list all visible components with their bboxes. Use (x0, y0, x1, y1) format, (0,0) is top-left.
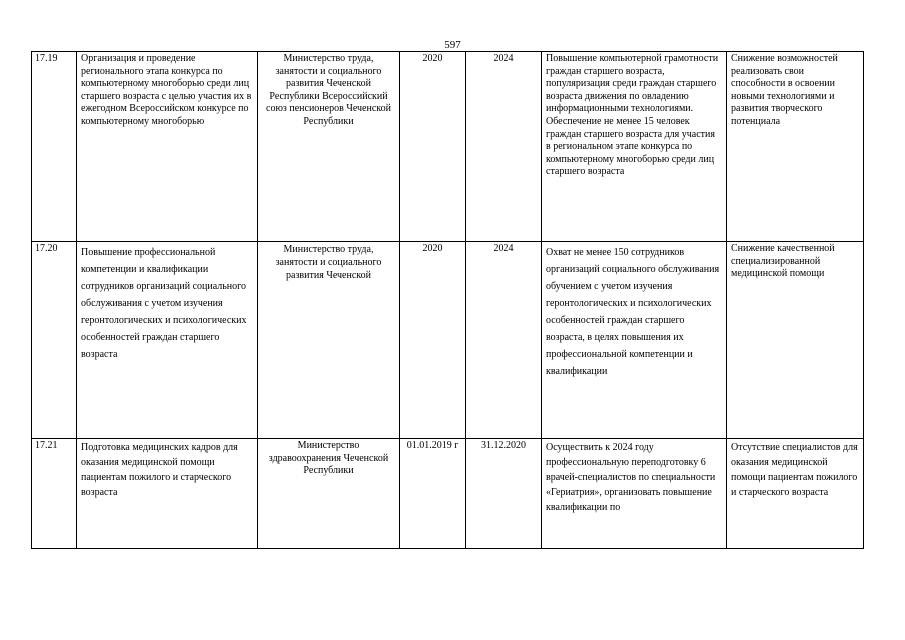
consequence-cell: Снижение качественной специализированной медицинской помощи (727, 242, 864, 439)
result-cell: Осуществить к 2024 году профессиональную переподготовку 6 врачей-специалистов по специальности «Гериатрия», организовать повышение квалификации по (542, 439, 727, 549)
start-date-cell: 01.01.2019 г (400, 439, 466, 549)
page-number: 597 (444, 39, 461, 51)
consequence-cell: Отсутствие специалистов для оказания медицинской помощи пациентам пожилого и старческого возраста (727, 439, 864, 549)
result-cell (542, 52, 727, 242)
end-date-cell: 31.12.2020 (466, 439, 542, 549)
row-number: 17.20 (32, 242, 77, 439)
result-cell: Охват не менее 150 сотрудников организаций социального обслуживания обучением с учетом изучения геронтологических и психологических особенностей граждан старшего возраста, в целях повышения их профессиональной компетенции и квалификации (542, 242, 727, 439)
executor-cell: Министерство здравоохранения Чеченской Республики (258, 439, 400, 549)
executor-cell: Министерство труда, занятости и социального развития Чеченской Республики Всероссийский союз пенсионеров Чеченской Республики (258, 52, 400, 242)
table-row (32, 242, 864, 439)
result-paragraph: Повышение компьютерной грамотности граждан старшего возраста, популяризация среди граждан старшего возраста движения по овладению информационными технологиями. (546, 53, 719, 115)
consequence-cell: Снижение возможностей реализовать свои способности в освоении новыми технологиями и развития творческого потенциала (727, 52, 864, 242)
start-date-cell: 2020 (400, 242, 466, 439)
end-date-cell: 2024 (466, 242, 542, 439)
table-row (32, 439, 864, 549)
program-table (31, 51, 864, 549)
event-cell: Организация и проведение регионального этапа конкурса по компьютерному многоборью среди лиц старшего возраста с целью участия их в ежегодном Всероссийском конкурсе по компьютерному многоборью (77, 52, 258, 242)
event-cell: Повышение профессиональной компетенции и квалификации сотрудников организаций социального обслуживания с учетом изучения геронтологических и психологических особенностей граждан старшего возраста (77, 242, 258, 439)
row-number: 17.19 (32, 52, 77, 242)
event-cell: Подготовка медицинских кадров для оказания медицинской помощи пациентам пожилого и старческого возраста (77, 439, 258, 549)
end-date-cell: 2024 (466, 52, 542, 242)
executor-cell: Министерство труда, занятости и социального развития Чеченской (258, 242, 400, 439)
start-date-cell: 2020 (400, 52, 466, 242)
row-number: 17.21 (32, 439, 77, 549)
table-row (32, 52, 864, 242)
result-paragraph: Обеспечение не менее 15 человек граждан старшего возраста для участия в региональном этапе конкурса по компьютерному многоборью среди лиц старшего возраста (546, 115, 716, 178)
